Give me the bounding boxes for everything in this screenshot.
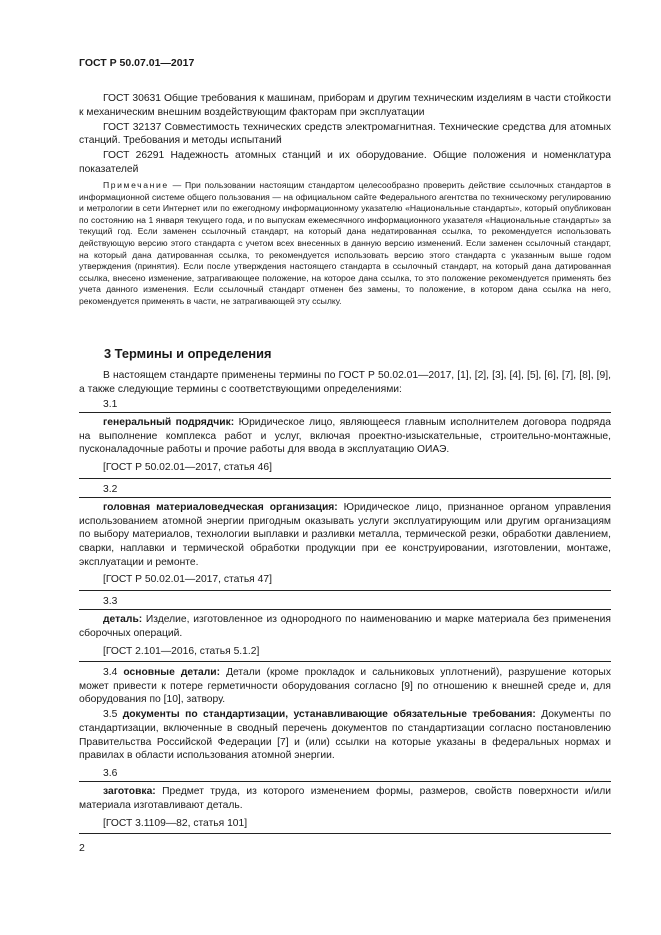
term-name: генеральный подрядчик: xyxy=(103,417,235,429)
term-name: заготовка: xyxy=(103,786,156,798)
reference-gost-30631: ГОСТ 30631 Общие требования к машинам, приборам и другим техническим изделиям в части стойкости к механическим внешним воздействующим факторам при эксплуатации xyxy=(79,93,611,118)
term-source: [ГОСТ Р 50.02.01—2017, статья 47] xyxy=(103,574,272,586)
term-box-part xyxy=(79,609,611,662)
term-number: 3.4 xyxy=(103,667,118,679)
term-source: [ГОСТ 3.1109—82, статья 101] xyxy=(103,817,248,829)
term-box-materials-organization xyxy=(79,497,611,591)
note-label: Примечание xyxy=(103,180,169,190)
term-name: деталь: xyxy=(103,614,143,626)
term-number: 3.6 xyxy=(103,767,118,779)
term-box-workpiece xyxy=(79,781,611,834)
term-name: документы по стандартизации, устанавливающие обязательные требования: xyxy=(122,709,536,721)
note-block xyxy=(79,180,611,308)
reference-gost-26291: ГОСТ 26291 Надежность атомных станций и их оборудование. Общие положения и номенклатура показателей xyxy=(79,150,611,175)
section-title: 3 Термины и определения xyxy=(104,346,272,361)
term-definition xyxy=(79,501,611,569)
note-text: — При пользовании настоящим стандартом целесообразно проверить действие ссылочных стандартов в информационной системе общего пользования — на официальном сайте Федерального агентства по техническому регулированию и метрологии в сети Интернет или по ежегодному информационному указателю «Национальные стандарты», который опубликован по состоянию на 1 января текущего года, и по выпускам ежемесячного информационного указателя «Национальные стандарты» за текущий год. Если заменен ссылочный стандарт, на который дана недатированная ссылка, то рекомендуется использовать действующую версию этого стандарта с учетом всех внесенных в данную версию изменений. Если заменен ссылочный стандарт, на который дана датированная ссылка, то рекомендуется использовать версию этого стандарта с указанным выше годом утверждения (принятия). Если после утверждения настоящего стандарта в ссылочный стандарт, на который дана датированная ссылка, внесено изменение, затрагивающее положение, на которое дана ссылка, то это положение рекомендуется применять без учета данного изменения. Если ссылочный стандарт отменен без замены, то положение, в котором дана ссылка на него, рекомендуется применять в части, не затрагивающей эту ссылку. xyxy=(79,180,611,306)
normative-references xyxy=(79,92,611,178)
term-number: 3.2 xyxy=(103,483,118,495)
reference-gost-32137: ГОСТ 32137 Совместимость технических средств электромагнитная. Технические средства для атомных станций. Требования и методы испытаний xyxy=(79,121,611,147)
section-intro: В настоящем стандарте применены термины по ГОСТ Р 50.02.01—2017, [1], [2], [3], [4], [5], [6], [7], [8], [9], а также следующие термины с соответствующими определениями: xyxy=(79,370,611,395)
term-paragraph-main-parts xyxy=(79,666,611,707)
running-header: ГОСТ Р 50.07.01—2017 xyxy=(79,57,195,69)
term-name: основные детали: xyxy=(123,667,221,679)
note-paragraph xyxy=(79,180,611,308)
term-name: головная материаловедческая организация: xyxy=(103,502,338,514)
term-definition xyxy=(79,613,611,640)
term-text: Предмет труда, из которого изменением формы, размеров, свойств поверхности и/или материала изготавливают деталь. xyxy=(79,786,611,812)
term-source: [ГОСТ Р 50.02.01—2017, статья 46] xyxy=(103,462,272,474)
term-number: 3.3 xyxy=(103,595,118,607)
term-number: 3.5 xyxy=(103,709,118,721)
term-definition xyxy=(79,416,611,457)
term-text: Юридическое лицо, признанное органом управления использованием атомной энергии пригодным оказывать услуги эксплуатирующим или другим организациям по выбору материалов, технологии выплавки и разливки металла, термической резки, обработки давлением, сварки, наплавки и термической обработки продукции при ее конструировании, изготовлении, монтаже, эксплуатации и ремонте. xyxy=(79,502,612,568)
term-definition xyxy=(79,785,611,812)
term-text: Изделие, изготовленное из однородного по наименованию и марке материала без применения сборочных операций. xyxy=(79,614,611,639)
term-text: Документы по стандартизации, включенные в сводный перечень документов по стандартизации согласно постановлению Правительства Российской Федерации [7] и (или) ссылки на которые указаны в федеральных нормах и правилах в области использования атомной энергии. xyxy=(79,709,611,762)
term-text: Юридическое лицо, являющееся главным исполнителем договора подряда на выполнение комплекса работ и услуг, включая проектно-изыскательные, строительно-монтажные, пусконаладочные работы и прочие работы для ввода в эксплуатацию ОИАЭ. xyxy=(79,417,611,456)
terms-section xyxy=(79,369,611,838)
term-source: [ГОСТ 2.101—2016, статья 5.1.2] xyxy=(103,645,260,657)
term-number: 3.1 xyxy=(103,398,118,410)
term-paragraph-standard-documents xyxy=(79,708,611,762)
term-box-general-contractor xyxy=(79,412,611,478)
term-text: Детали (кроме прокладок и сальниковых уплотнений), разрушение которых может привести к потере герметичности оборудования согласно [9] по отношению к внешней среде и, для оборудования по [10], затвору. xyxy=(79,667,611,706)
page-number: 2 xyxy=(79,842,85,854)
